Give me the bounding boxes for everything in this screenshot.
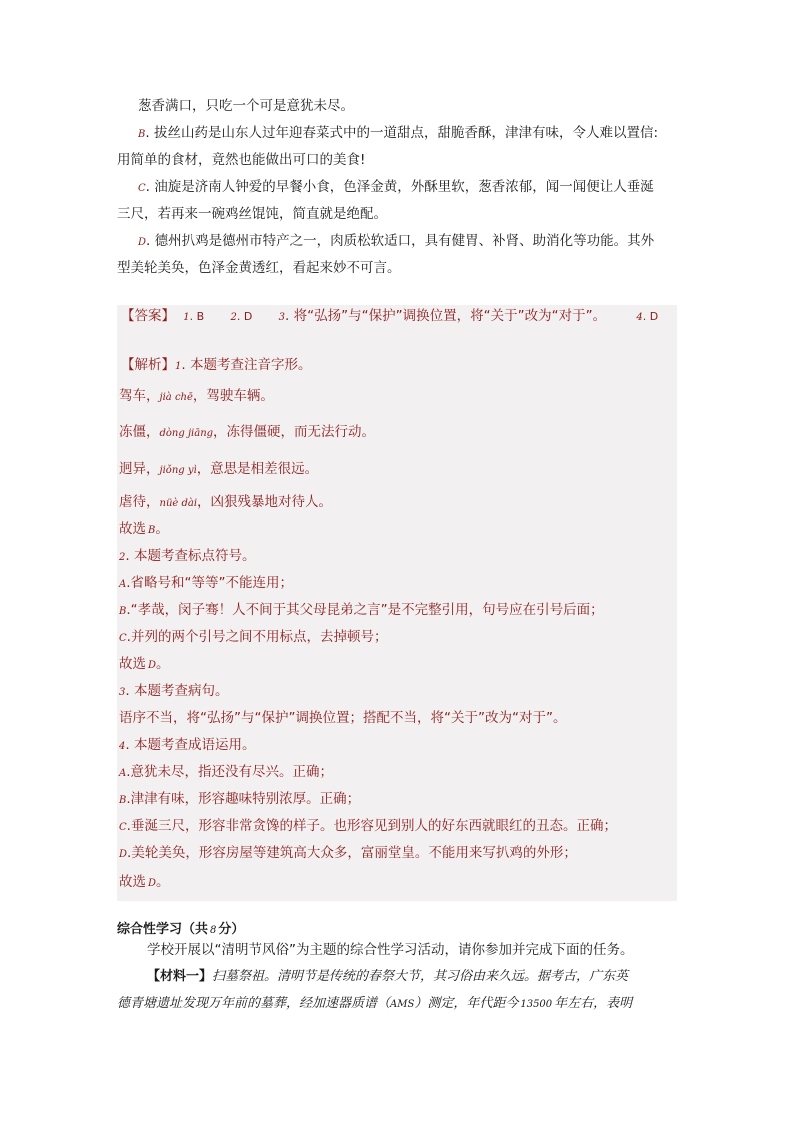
q2-choice-text: 故选 (119, 656, 146, 672)
word-1-def: ，驾驶车辆。 (192, 388, 274, 404)
q4-b-text: .津津有味，形容趣味特别浓厚。正确； (126, 791, 361, 807)
q2-a (119, 573, 293, 595)
q4-b-letter: B (119, 795, 127, 806)
q4-c-text: .垂涎三尺，形容非常贪馋的样子。也形容见到别人的好东西就眼红的丑态。正确； (126, 818, 617, 834)
q4-b (119, 789, 360, 811)
word-2-term: 冻僵， (119, 424, 160, 440)
option-c-line2: 三尺，若再来一碗鸡丝馄饨，简直就是绝配。 (117, 206, 387, 222)
option-d-line1 (138, 231, 654, 253)
option-b-line2: 用简单的食材，竟然也能做出可口的美食! (117, 152, 366, 168)
q4-choice: 故选 D。 (119, 874, 170, 890)
q3-text: 语序不当，将“弘扬”与“保护”调换位置；搭配不当，将“关于”改为“对于”。 (119, 710, 567, 726)
q2-heading (119, 546, 255, 568)
q3-heading (119, 681, 228, 703)
section-title-end: 分） (218, 922, 245, 937)
answer-1: . B (189, 310, 205, 323)
option-d-text: . 德州扒鸡是德州市特产之一，肉质松软适口，具有健胃、补肾、助消化等功能。其外 (146, 233, 655, 249)
option-b-letter: B (138, 129, 146, 140)
word-3 (119, 459, 318, 481)
word-1-term: 驾车， (119, 388, 160, 404)
q2-title: . 本题考查标点符号。 (125, 548, 256, 564)
section-title (117, 920, 244, 941)
q4-a (119, 762, 333, 784)
word-3-def: ，意思是相差很远。 (196, 461, 319, 477)
q2-choice: 故选 D。 (119, 656, 170, 672)
material-line1-text: 扫墓祭祖。清明节是传统的春祭大节，其习俗由来久远。据考古，广东英 (212, 969, 629, 984)
section-score: 8 (210, 925, 217, 936)
word-2-def: ，冻得僵硬，而无法行动。 (213, 424, 376, 440)
material-line2-b: ）测定，年代距今 (414, 996, 519, 1011)
material-label: 【材料一】 (147, 969, 213, 984)
answer-2-num: 2 (230, 312, 237, 323)
option-b-text: . 拔丝山药是山东人过年迎春菜式中的一道甜点，甜脆香酥，津津有味，令人难以置信: (145, 125, 658, 141)
option-c-text: . 油旋是济南人钟爱的早餐小食，色泽金黄，外酥里软，葱香浓郁，闻一闻便让人垂涎 (145, 179, 654, 195)
q4-d (119, 843, 577, 865)
material-line2 (117, 994, 632, 1015)
word-2-pinyin: dòng jiāng (159, 428, 214, 439)
option-a-continuation: 葱香满口，只吃一个可是意犹未尽。 (138, 98, 354, 114)
word-4-pinyin: nüè dài (159, 498, 198, 509)
word-1 (119, 386, 274, 408)
q2-a-letter: A (119, 579, 127, 590)
q4-c (119, 816, 617, 838)
answer-3: . 将“弘扬”与“保护”调换位置，将“关于”改为“对于”。 (285, 308, 607, 324)
answer-3-num: 3 (278, 312, 286, 323)
analysis-label: 【解析】 (121, 357, 175, 373)
q1-choice-letter: B (148, 525, 156, 536)
word-4-term: 虐待， (119, 494, 160, 510)
answer-4-num: 4 (636, 312, 643, 323)
answer-row (121, 306, 658, 328)
q4-a-letter: A (119, 768, 127, 779)
section-intro: 学校开展以“清明节风俗”为主题的综合性学习活动，请你参加并完成下面的任务。 (147, 942, 634, 958)
material-year: 13500 (520, 999, 553, 1010)
word-3-pinyin: jiǒng yì (159, 465, 197, 476)
analysis-heading (121, 355, 311, 377)
q4-c-letter: C (119, 822, 127, 833)
q4-title: . 本题考查成语运用。 (125, 737, 256, 753)
q2-num: 2 (119, 552, 126, 563)
q4-d-text: .美轮美奂，形容房屋等建筑高大众多，富丽堂皇。不能用来写扒鸡的外形； (127, 845, 577, 861)
q2-c-text: .并列的两个引号之间不用标点，去掉顿号； (126, 629, 388, 645)
q4-a-text: .意犹未尽，指还没有尽兴。正确； (126, 764, 334, 780)
material-line1 (147, 967, 628, 987)
q1-choice-text: 故选 (119, 521, 146, 537)
q2-a-text: .省略号和“等等”不能连用； (126, 575, 294, 591)
q4-d-letter: D (119, 849, 128, 860)
q4-choice-text: 故选 (119, 874, 146, 890)
material-ams: AMS (390, 999, 415, 1010)
section-title-text: 综合性学习（共 (117, 922, 209, 937)
q3-title: . 本题考查病句。 (125, 683, 229, 699)
word-1-pinyin: jià chē (159, 392, 193, 403)
q2-c-letter: C (119, 633, 127, 644)
answer-1-num: 1 (183, 312, 190, 323)
answer-4: . D (642, 310, 659, 323)
material-line2-a: 德青塘遗址发现万年前的墓葬，经加速器质谱（ (117, 996, 391, 1011)
q2-c (119, 627, 387, 649)
word-4 (119, 492, 332, 514)
answer-label: 【答案】 (121, 308, 175, 324)
answer-2: . D (236, 310, 253, 323)
word-3-term: 迥异， (119, 461, 160, 477)
word-2 (119, 422, 375, 444)
material-line2-c: 年左右，表明 (554, 996, 633, 1011)
q1-title: . 本题考查注音字形。 (181, 357, 312, 373)
q4-choice-letter: D (148, 878, 157, 889)
option-c-line1 (138, 177, 654, 199)
q2-b (119, 600, 604, 622)
q3-num: 3 (119, 687, 126, 698)
q1-choice: 故选 B。 (119, 521, 169, 537)
q2-b-letter: B (119, 606, 127, 617)
option-c-letter: C (138, 183, 146, 194)
q2-choice-letter: D (148, 660, 157, 671)
word-4-def: ，凶狠残暴地对待人。 (197, 494, 333, 510)
q2-b-text: .“孝哉，闵子骞！人不间于其父母昆弟之言”是不完整引用，句号应在引号后面； (126, 602, 604, 618)
q4-num: 4 (119, 741, 126, 752)
option-d-letter: D (138, 237, 147, 248)
q4-heading (119, 735, 255, 757)
option-d-line2: 型美轮美奂，色泽金黄透红，看起来妙不可言。 (117, 260, 401, 276)
q1-num: 1 (175, 361, 182, 372)
option-b-line1 (138, 123, 658, 145)
